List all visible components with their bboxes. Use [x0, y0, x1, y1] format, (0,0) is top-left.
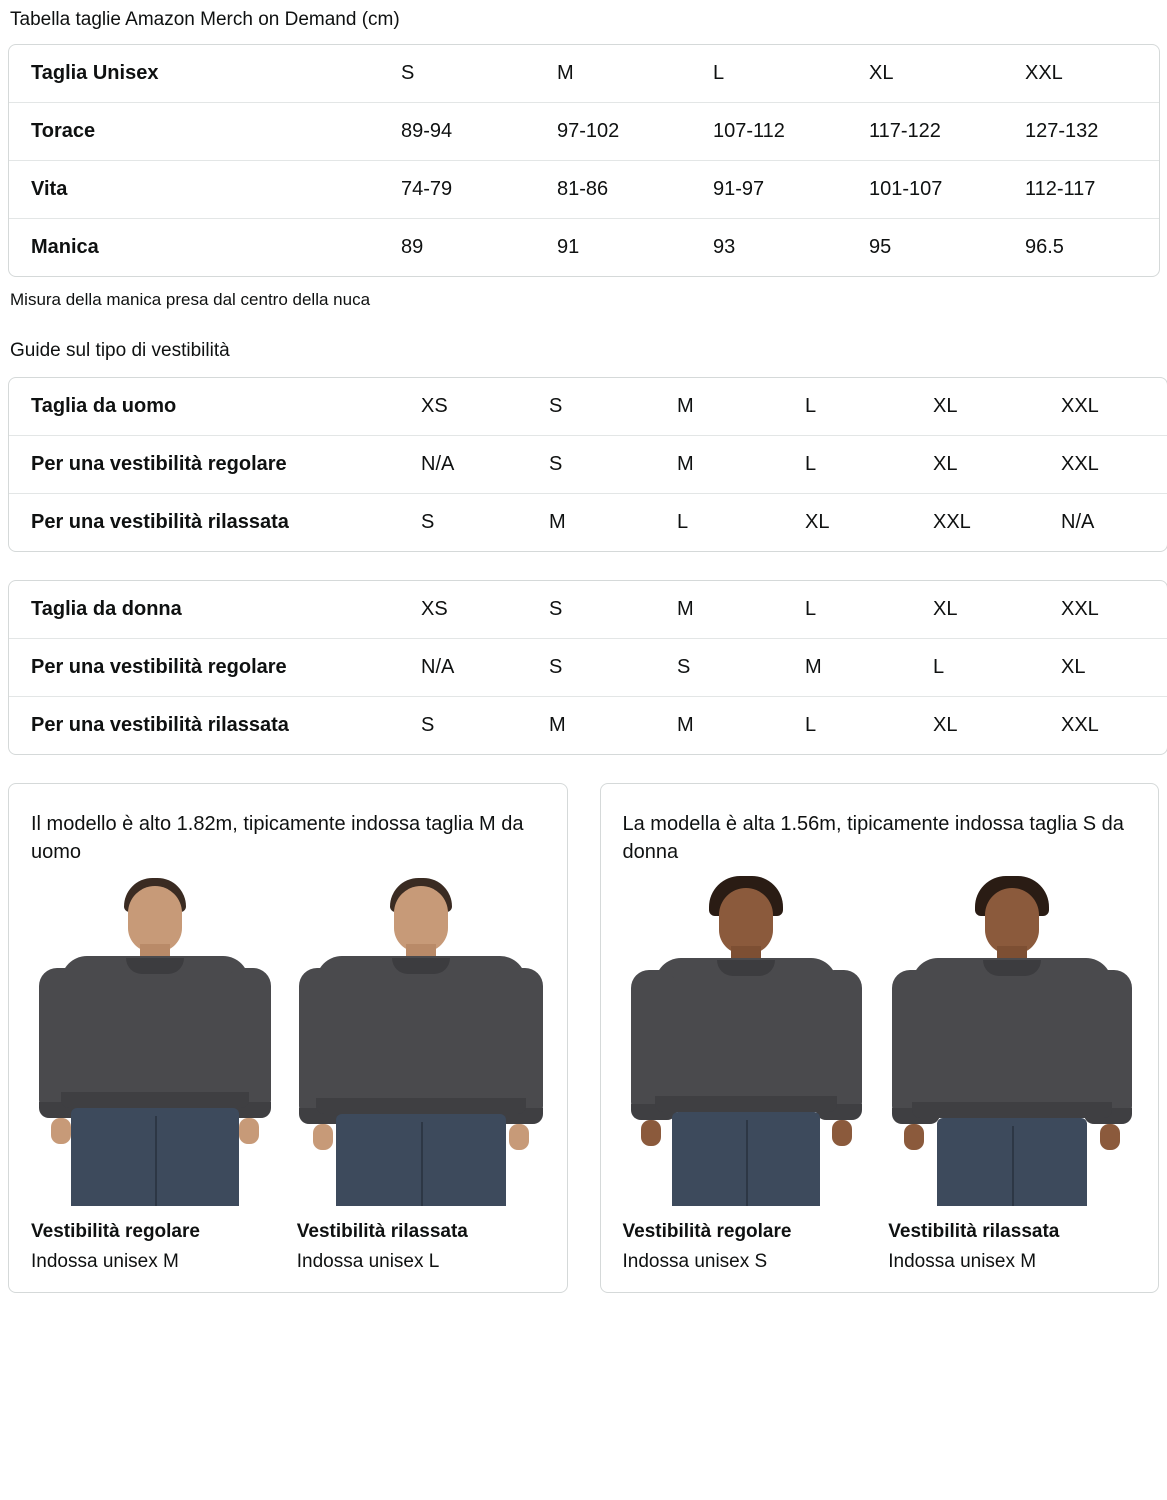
fit-guides-title: Guide sul tipo di vestibilità	[10, 340, 230, 361]
table-row	[9, 494, 1167, 551]
chest-m: 97-102	[535, 103, 691, 161]
unisex-header-s: S	[379, 45, 535, 103]
womens-relaxed-m: M	[677, 714, 694, 736]
row-label-sleeve: Manica	[31, 236, 99, 258]
mens-relaxed-label: Per una vestibilità rilassata	[31, 511, 289, 533]
unisex-header-m: M	[535, 45, 691, 103]
male-relaxed-sub: Indossa unisex L	[296, 1251, 440, 1272]
table-row	[9, 219, 1159, 276]
mens-header-label: Taglia da uomo	[9, 378, 399, 436]
sleeve-l: 93	[713, 236, 736, 258]
womens-relaxed-xl: XL	[933, 714, 958, 736]
waist-xl: 101-107	[847, 161, 1003, 219]
womens-relaxed-s: M	[549, 714, 566, 736]
male-regular-photo	[31, 876, 279, 1206]
mens-relaxed-xs: S	[421, 511, 435, 533]
mens-relaxed-s: M	[549, 511, 566, 533]
sleeve-xl: 95	[869, 236, 892, 258]
chest-s: 89-94	[379, 103, 535, 161]
sleeve-s: 89	[401, 236, 424, 258]
table-row	[9, 45, 1159, 103]
chest-xl: 117-122	[847, 103, 1003, 161]
male-model-card	[8, 783, 568, 1293]
model-photo-section	[8, 755, 1159, 1293]
unisex-header-l: L	[691, 45, 847, 103]
male-relaxed-photo	[297, 876, 545, 1206]
female-model-card	[600, 783, 1160, 1293]
mens-regular-s: S	[527, 436, 655, 494]
waist-xxl: 112-117	[1003, 161, 1159, 219]
unisex-size-table	[8, 44, 1160, 277]
womens-fit-table	[8, 580, 1167, 755]
female-relaxed-caption: Vestibilità rilassata	[888, 1221, 1060, 1242]
womens-header-xl: XL	[911, 581, 1039, 639]
female-relaxed-figure	[888, 876, 1136, 1274]
womens-regular-xxl: XL	[1039, 639, 1167, 697]
womens-header-l: L	[783, 581, 911, 639]
mens-relaxed-m: L	[677, 511, 689, 533]
mens-header-s: S	[527, 378, 655, 436]
page-title: Tabella taglie Amazon Merch on Demand (cm)	[10, 9, 400, 30]
mens-regular-xl: XL	[911, 436, 1039, 494]
row-label-waist: Vita	[9, 161, 379, 219]
womens-relaxed-xxl: XXL	[1061, 714, 1099, 736]
mens-relaxed-l: XL	[805, 511, 830, 533]
womens-regular-xl: L	[911, 639, 1039, 697]
mens-relaxed-xxl: N/A	[1061, 511, 1095, 533]
mens-regular-label: Per una vestibilità regolare	[9, 436, 399, 494]
womens-regular-m: S	[655, 639, 783, 697]
table-row	[9, 378, 1167, 436]
table-row	[9, 697, 1167, 754]
womens-relaxed-label: Per una vestibilità rilassata	[31, 714, 289, 736]
womens-regular-xs: N/A	[399, 639, 527, 697]
male-regular-figure	[31, 876, 279, 1274]
mens-header-xxl: XXL	[1039, 378, 1167, 436]
mens-header-l: L	[783, 378, 911, 436]
womens-regular-l: M	[783, 639, 911, 697]
mens-regular-m: M	[655, 436, 783, 494]
female-regular-sub: Indossa unisex S	[622, 1251, 768, 1272]
male-relaxed-caption: Vestibilità rilassata	[296, 1221, 468, 1242]
male-relaxed-figure	[297, 876, 545, 1274]
table-row	[9, 103, 1159, 161]
mens-header-xs: XS	[399, 378, 527, 436]
womens-header-s: S	[527, 581, 655, 639]
female-model-intro: La modella è alta 1.56m, tipicamente indossa taglia S da donna	[622, 813, 1124, 863]
mens-header-m: M	[655, 378, 783, 436]
male-regular-caption: Vestibilità regolare	[31, 1221, 200, 1242]
sleeve-m: 91	[557, 236, 580, 258]
female-regular-caption: Vestibilità regolare	[622, 1221, 792, 1242]
sleeve-measurement-note: Misura della manica presa dal centro della nuca	[10, 290, 371, 309]
unisex-header-xl: XL	[847, 45, 1003, 103]
womens-header-xxl: XXL	[1039, 581, 1167, 639]
female-relaxed-sub: Indossa unisex M	[888, 1251, 1037, 1272]
female-relaxed-photo	[888, 876, 1136, 1206]
womens-regular-label: Per una vestibilità regolare	[9, 639, 399, 697]
sleeve-xxl: 96.5	[1025, 236, 1064, 258]
mens-regular-l: L	[783, 436, 911, 494]
womens-relaxed-l: L	[805, 714, 817, 736]
mens-header-xl: XL	[911, 378, 1039, 436]
chest-l: 107-112	[691, 103, 847, 161]
waist-s: 74-79	[379, 161, 535, 219]
mens-regular-xs: N/A	[399, 436, 527, 494]
row-label-chest: Torace	[9, 103, 379, 161]
mens-regular-xxl: XXL	[1039, 436, 1167, 494]
womens-header-label: Taglia da donna	[9, 581, 399, 639]
waist-m: 81-86	[535, 161, 691, 219]
table-row	[9, 436, 1167, 494]
womens-header-m: M	[655, 581, 783, 639]
female-regular-photo	[623, 876, 871, 1206]
male-regular-sub: Indossa unisex M	[31, 1251, 179, 1272]
chest-xxl: 127-132	[1003, 103, 1159, 161]
womens-regular-s: S	[527, 639, 655, 697]
mens-relaxed-xl: XXL	[933, 511, 971, 533]
unisex-header-label: Taglia Unisex	[9, 45, 379, 103]
table-row	[9, 639, 1167, 697]
mens-fit-table	[8, 377, 1167, 552]
womens-header-xs: XS	[399, 581, 527, 639]
unisex-header-xxl: XXL	[1003, 45, 1159, 103]
table-row	[9, 581, 1167, 639]
female-regular-figure	[623, 876, 871, 1274]
womens-relaxed-xs: S	[421, 714, 435, 736]
waist-l: 91-97	[691, 161, 847, 219]
male-model-intro: Il modello è alto 1.82m, tipicamente indossa taglia M da uomo	[31, 813, 524, 863]
table-row	[9, 161, 1159, 219]
